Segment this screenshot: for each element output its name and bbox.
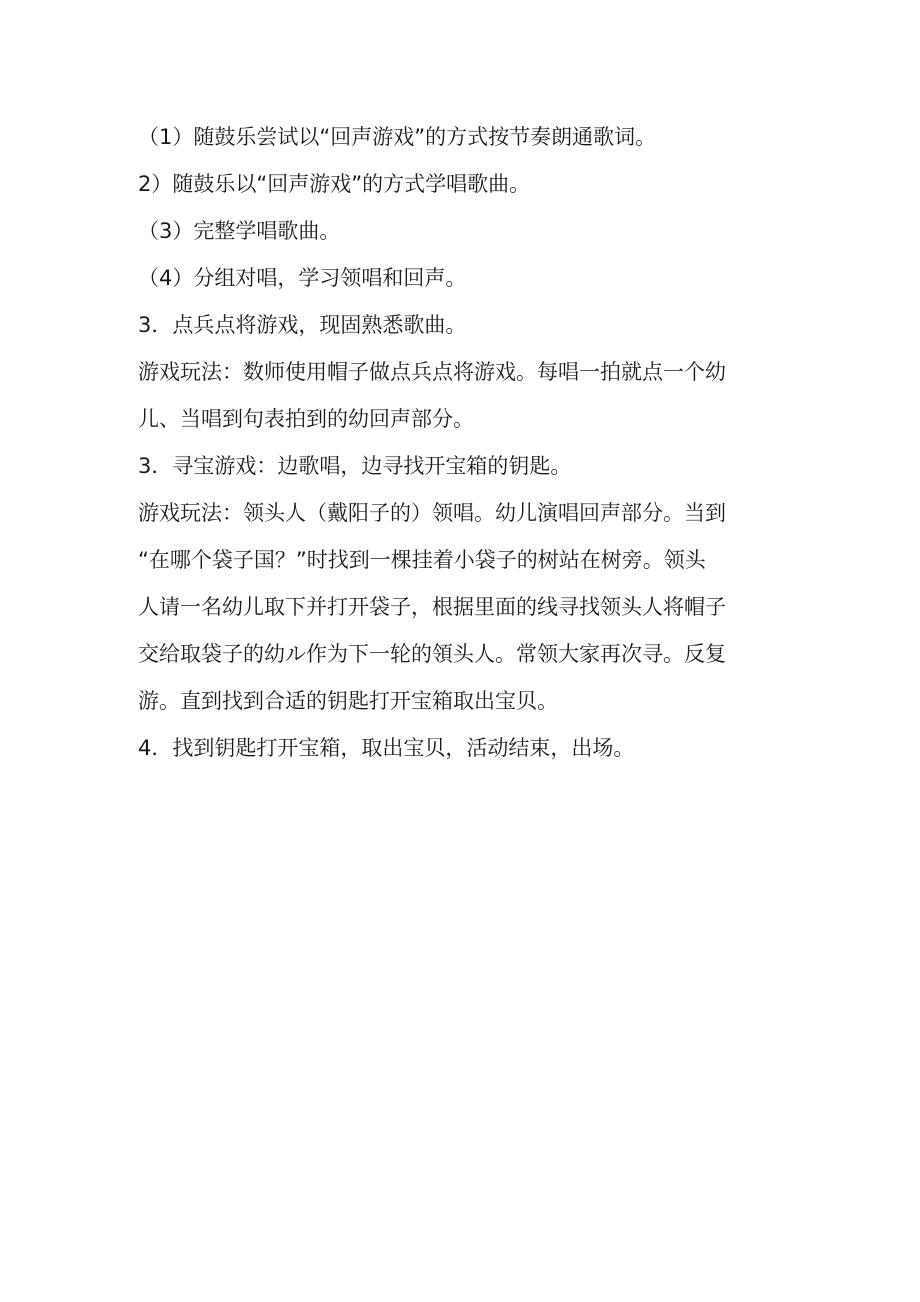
text-line-rules-1a: 游戏玩法：数师使用帽子做点兵点将游戏。每唱一拍就点一个幼 (138, 360, 726, 384)
text-line-section-3a: 3．点兵点将游戏，现固熟悉歌曲。 (138, 313, 467, 337)
text-line-step-2: 2）随鼓乐以“回声游戏”的方式学唱歌曲。 (138, 172, 531, 196)
text-line-step-1: （1）随鼓乐尝试以“回声游戏”的方式按节奏朗通歌词。 (138, 125, 657, 149)
text-line-rules-1b: 儿、当唱到句表拍到的幼回声部分。 (138, 407, 474, 431)
text-line-rules-2d: 交给取袋子的幼ル作为下一轮的領头人。常领大家再次寻。反复 (138, 642, 726, 666)
text-line-rules-2a: 游戏玩法：领头人（戴阳子的）领唱。幼儿演唱回声部分。当到 (138, 501, 726, 525)
text-line-rules-2b: “在哪个袋子国？”时找到一棵挂着小袋子的树站在树旁。领头 (138, 548, 706, 572)
text-line-step-4: （4）分组对唱，学习领唱和回声。 (138, 266, 467, 290)
text-line-section-4: 4．找到钥匙打开宝箱，取出宝贝，活动结束，出场。 (138, 736, 635, 760)
text-line-rules-2e: 游。直到找到合适的钥匙打开宝箱取出宝贝。 (138, 689, 558, 713)
text-line-rules-2c: 人请一名幼儿取下并打开袋子，根据里面的线寻找领头人将帽子 (138, 595, 726, 619)
document-body (138, 114, 798, 772)
text-line-step-3: （3）完整学唱歌曲。 (138, 219, 341, 243)
text-line-section-3b: 3．寻宝游戏：边歌唱，边寻找开宝箱的钥匙。 (138, 454, 572, 478)
